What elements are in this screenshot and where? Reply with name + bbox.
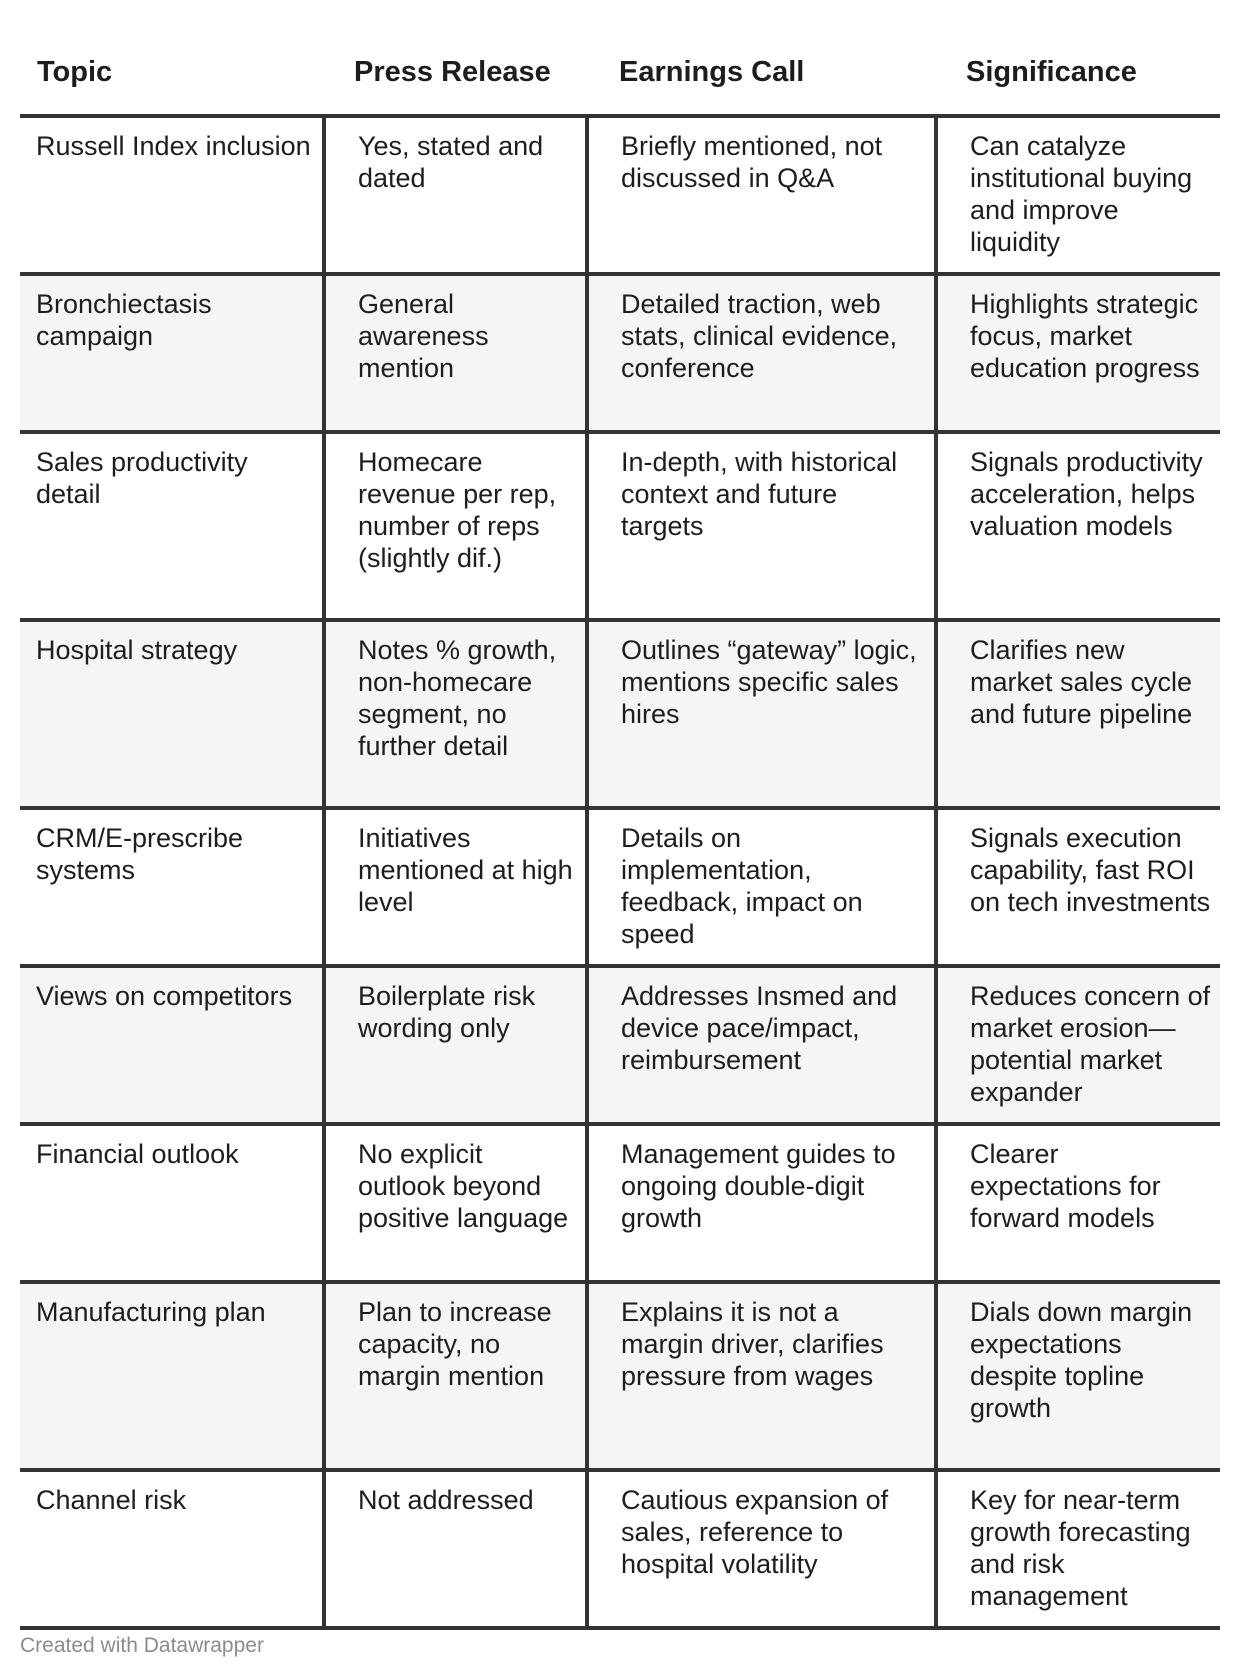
- cell-press-release: No explicit outlook beyond positive language: [324, 1124, 587, 1282]
- header-row: [20, 48, 1220, 116]
- header-earnings-call: Earnings Call: [587, 48, 936, 116]
- cell-press-release: Boilerplate risk wording only: [324, 966, 587, 1124]
- cell-significance: Can catalyze institutional buying and improve liquidity: [936, 116, 1220, 274]
- cell-topic: CRM/E-prescribe systems: [20, 808, 324, 966]
- cell-topic: Russell Index inclusion: [20, 116, 324, 274]
- cell-earnings-call: Briefly mentioned, not discussed in Q&A: [587, 116, 936, 274]
- cell-earnings-call: Outlines “gateway” logic, mentions specific sales hires: [587, 620, 936, 808]
- cell-significance: Reduces concern of market erosion—potential market expander: [936, 966, 1220, 1124]
- table-row: [20, 1282, 1220, 1470]
- cell-topic: Financial outlook: [20, 1124, 324, 1282]
- datawrapper-credit: Created with Datawrapper: [20, 1634, 264, 1657]
- table-row: [20, 620, 1220, 808]
- cell-press-release: Plan to increase capacity, no margin mention: [324, 1282, 587, 1470]
- comparison-table: [20, 48, 1220, 1630]
- cell-topic: Sales productivity detail: [20, 432, 324, 620]
- header-significance: Significance: [936, 48, 1220, 116]
- cell-earnings-call: In-depth, with historical context and future targets: [587, 432, 936, 620]
- header-press-release: Press Release: [324, 48, 587, 116]
- cell-significance: Dials down margin expectations despite topline growth: [936, 1282, 1220, 1470]
- cell-significance: Signals productivity acceleration, helps valuation models: [936, 432, 1220, 620]
- cell-press-release: General awareness mention: [324, 274, 587, 432]
- cell-press-release: Initiatives mentioned at high level: [324, 808, 587, 966]
- cell-press-release: Homecare revenue per rep, number of reps (slightly dif.): [324, 432, 587, 620]
- cell-earnings-call: Addresses Insmed and device pace/impact, reimbursement: [587, 966, 936, 1124]
- cell-earnings-call: Explains it is not a margin driver, clarifies pressure from wages: [587, 1282, 936, 1470]
- cell-press-release: Not addressed: [324, 1470, 587, 1628]
- table-row: [20, 1124, 1220, 1282]
- table-row: [20, 808, 1220, 966]
- cell-significance: Key for near-term growth forecasting and risk management: [936, 1470, 1220, 1628]
- table-row: [20, 1470, 1220, 1628]
- cell-significance: Clarifies new market sales cycle and future pipeline: [936, 620, 1220, 808]
- header-topic: Topic: [20, 48, 324, 116]
- cell-press-release: Yes, stated and dated: [324, 116, 587, 274]
- table-row: [20, 966, 1220, 1124]
- cell-earnings-call: Details on implementation, feedback, impact on speed: [587, 808, 936, 966]
- cell-earnings-call: Detailed traction, web stats, clinical evidence, conference: [587, 274, 936, 432]
- cell-earnings-call: Management guides to ongoing double-digit growth: [587, 1124, 936, 1282]
- cell-topic: Bronchiectasis campaign: [20, 274, 324, 432]
- cell-earnings-call: Cautious expansion of sales, reference to hospital volatility: [587, 1470, 936, 1628]
- cell-topic: Views on competitors: [20, 966, 324, 1124]
- cell-press-release: Notes % growth, non-homecare segment, no further detail: [324, 620, 587, 808]
- comparison-table-container: [20, 48, 1220, 1630]
- table-row: [20, 274, 1220, 432]
- cell-topic: Hospital strategy: [20, 620, 324, 808]
- table-row: [20, 432, 1220, 620]
- cell-topic: Manufacturing plan: [20, 1282, 324, 1470]
- cell-significance: Highlights strategic focus, market education progress: [936, 274, 1220, 432]
- cell-significance: Clearer expectations for forward models: [936, 1124, 1220, 1282]
- cell-significance: Signals execution capability, fast ROI on tech investments: [936, 808, 1220, 966]
- table-row: [20, 116, 1220, 274]
- cell-topic: Channel risk: [20, 1470, 324, 1628]
